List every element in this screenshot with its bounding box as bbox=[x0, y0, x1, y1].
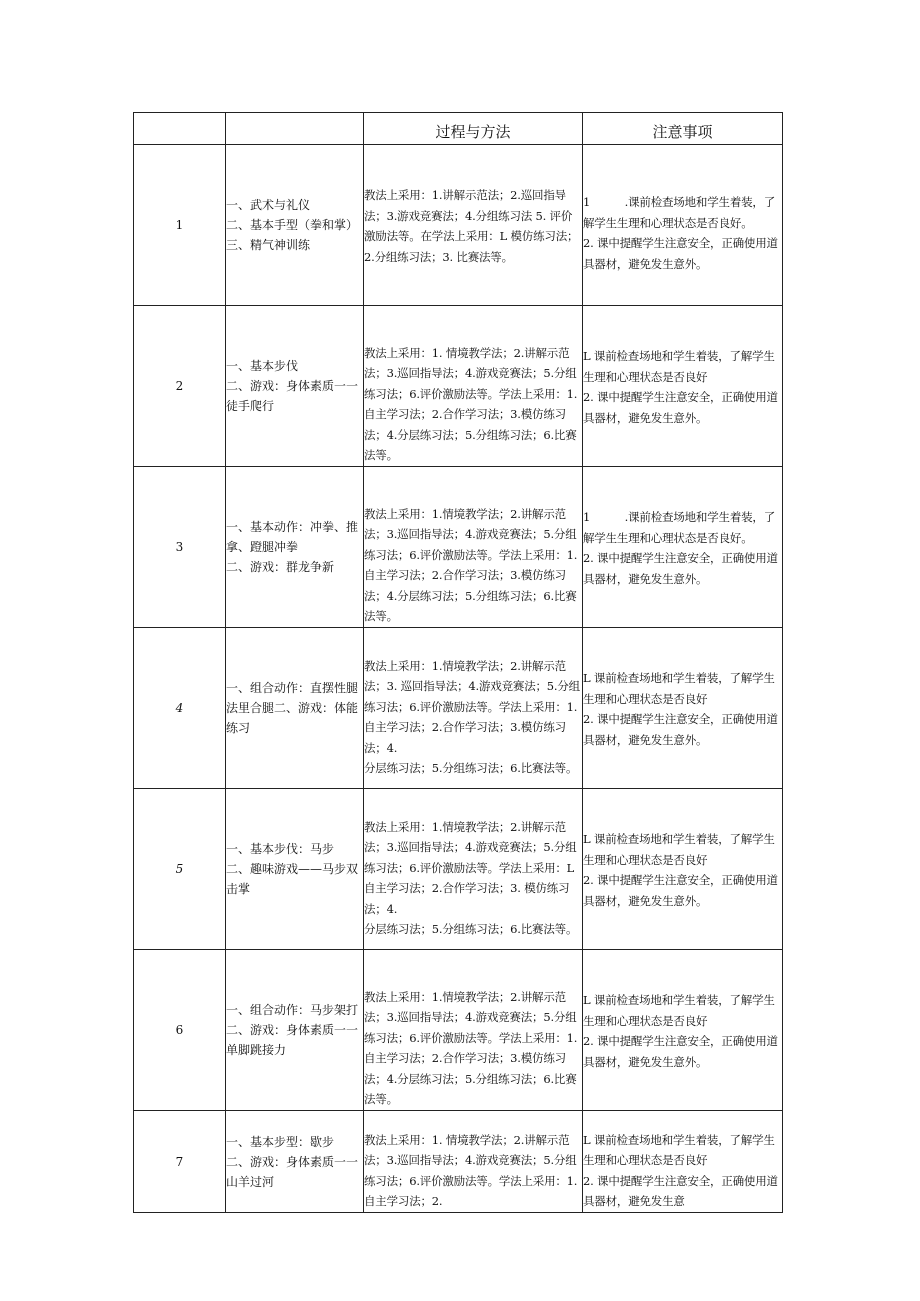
lesson-method bbox=[364, 628, 583, 789]
table-row bbox=[134, 789, 783, 950]
table-row bbox=[134, 145, 783, 306]
lesson-note bbox=[583, 628, 783, 789]
lesson-method bbox=[364, 789, 583, 950]
header-note: 注意事项 bbox=[583, 113, 783, 145]
note-text: 1 .课前检查场地和学生着装，了解学生生理和心理状态是否良好。 2. 课中提醒学生注意安全，正确使用道具器材，避免发生意外。 bbox=[583, 510, 778, 586]
lesson-number: 2 bbox=[134, 306, 226, 467]
note-text: L 课前检查场地和学生着装，了解学生生理和心理状态是否良好 2. 课中提醒学生注意安全，正确使用道具器材，避免发生意 bbox=[583, 1132, 778, 1208]
content-line: 一、基本步伐 bbox=[226, 359, 299, 373]
content-line: 二、游戏：身体素质一一山羊过河 bbox=[226, 1154, 359, 1189]
method-text: 教法上采用：1. 情境教学法；2.讲解示范法；3.巡回指导法；4.游戏竞赛法；5.分组练习法；6.评价激励法等。学法上采用：1.自主学习法；2. bbox=[364, 1132, 578, 1208]
lesson-content bbox=[226, 306, 364, 467]
lesson-number: 4 bbox=[134, 628, 226, 789]
content-line: 二、游戏：身体素质一一单脚跳接力 bbox=[226, 1023, 359, 1057]
lesson-content bbox=[226, 1111, 364, 1213]
lesson-note bbox=[583, 306, 783, 467]
lesson-content bbox=[226, 789, 364, 950]
table-row bbox=[134, 628, 783, 789]
content-line: 一、武术与礼仪 bbox=[226, 198, 311, 212]
lesson-method bbox=[364, 467, 583, 628]
table-row bbox=[134, 950, 783, 1111]
lesson-note bbox=[583, 950, 783, 1111]
content-line: 二、趣味游戏——马步双击掌 bbox=[226, 862, 359, 896]
lesson-note bbox=[583, 1111, 783, 1213]
lesson-content bbox=[226, 628, 364, 789]
lesson-note bbox=[583, 467, 783, 628]
lesson-note bbox=[583, 145, 783, 306]
lesson-content bbox=[226, 467, 364, 628]
lesson-method bbox=[364, 950, 583, 1111]
note-text: L 课前检查场地和学生着装，了解学生生理和心理状态是否良好 2. 课中提醒学生注意安全，正确使用道具器材，避免发生意外。 bbox=[583, 349, 778, 425]
header-no bbox=[134, 113, 226, 145]
header-content bbox=[226, 113, 364, 145]
content-line: 一、基本步型：歇步 bbox=[226, 1134, 335, 1149]
note-text: L 课前检查场地和学生着装，了解学生生理和心理状态是否良好 2. 课中提醒学生注意安全，正确使用道具器材，避免发生意外。 bbox=[583, 671, 778, 747]
method-text: 教法上采用：1.情境教学法；2.讲解示范法；3. 巡回指导法；4.游戏竞赛法；5.分组练习法；6.评价激励法等。学法上采用：1.自主学习法；2.合作学习法；3.模仿练习法；4. 分层练习法；5.分组练习法；6.比赛法等。 bbox=[364, 658, 580, 775]
table-row bbox=[134, 467, 783, 628]
content-line: 三、精气神训练 bbox=[226, 238, 311, 252]
content-line: 一、基本步伐：马步 bbox=[226, 842, 335, 856]
lesson-plan-table bbox=[133, 112, 783, 1213]
method-text: 教法上采用：1.情境教学法；2.讲解示范法；3.巡回指导法；4.游戏竞赛法；5.分组练习法；6.评价激励法等。学法上采用：L 自主学习法；2.合作学习法；3. 模仿练习法；4. 分层练习法；5.分组练习法；6.比赛法等。 bbox=[364, 819, 578, 936]
method-text: 教法上采用：1. 情境教学法；2.讲解示范法；3.巡回指导法；4.游戏竞赛法；5.分组练习法；6.评价激励法等。学法上采用：1.自主学习法；2.合作学习法；3.模仿练习法；4.分层练习法；5.分组练习法；6.比赛法等。 bbox=[364, 345, 578, 462]
note-text: L 课前检查场地和学生着装，了解学生生理和心理状态是否良好 2. 课中提醒学生注意安全，正确使用道具器材，避免发生意外。 bbox=[583, 993, 778, 1069]
lesson-content bbox=[226, 950, 364, 1111]
content-line: 一、组合动作：直摆性腿法里合腿二、游戏：体能练习 bbox=[226, 681, 359, 735]
lesson-number: 1 bbox=[134, 145, 226, 306]
lesson-number: 6 bbox=[134, 950, 226, 1111]
method-text: 教法上采用：1.情境教学法；2.讲解示范法；3.巡回指导法；4.游戏竞赛法；5.分组练习法；6.评价激励法等。学法上采用：1.自主学习法；2.合作学习法；3.模仿练习法；4.分层练习法；5.分组练习法；6.比赛法等。 bbox=[364, 506, 578, 623]
method-text: 教法上采用：1.情境教学法；2.讲解示范法；3.巡回指导法；4.游戏竞赛法；5.分组练习法；6.评价激励法等。学法上采用：1.自主学习法；2.合作学习法；3.模仿练习法；4.分层练习法；5.分组练习法；6.比赛法等。 bbox=[364, 989, 578, 1106]
lesson-number: 7 bbox=[134, 1111, 226, 1213]
lesson-note bbox=[583, 789, 783, 950]
lesson-content bbox=[226, 145, 364, 306]
lesson-method bbox=[364, 1111, 583, 1213]
lesson-method bbox=[364, 145, 583, 306]
method-text: 教法上采用：1.讲解示范法；2.巡回指导法；3.游戏竞赛法；4.分组练习法 5. 评价激励法等。在学法上采用：L 模仿练习法；2.分组练习法；3. 比赛法等。 bbox=[364, 188, 579, 264]
table-row bbox=[134, 306, 783, 467]
content-line: 一、组合动作：马步架打 bbox=[226, 1003, 359, 1017]
header-method: 过程与方法 bbox=[364, 113, 583, 145]
content-line: 二、基本手型（拳和掌） bbox=[226, 218, 359, 232]
content-line: 二、游戏：群龙争新 bbox=[226, 560, 335, 574]
table-row bbox=[134, 1111, 783, 1213]
note-text: 1 .课前检查场地和学生着装，了解学生生理和心理状态是否良好。 2. 课中提醒学生注意安全，正确使用道具器材，避免发生意外。 bbox=[583, 195, 778, 271]
lesson-method bbox=[364, 306, 583, 467]
note-text: L 课前检查场地和学生着装，了解学生生理和心理状态是否良好 2. 课中提醒学生注意安全，正确使用道具器材，避免发生意外。 bbox=[583, 832, 778, 908]
content-line: 二、游戏：身体素质一一徒手爬行 bbox=[226, 379, 359, 413]
lesson-number: 3 bbox=[134, 467, 226, 628]
lesson-number: 5 bbox=[134, 789, 226, 950]
table-header-row bbox=[134, 113, 783, 145]
content-line: 一、基本动作：冲拳、推拿、蹬腿冲拳 bbox=[226, 520, 359, 554]
